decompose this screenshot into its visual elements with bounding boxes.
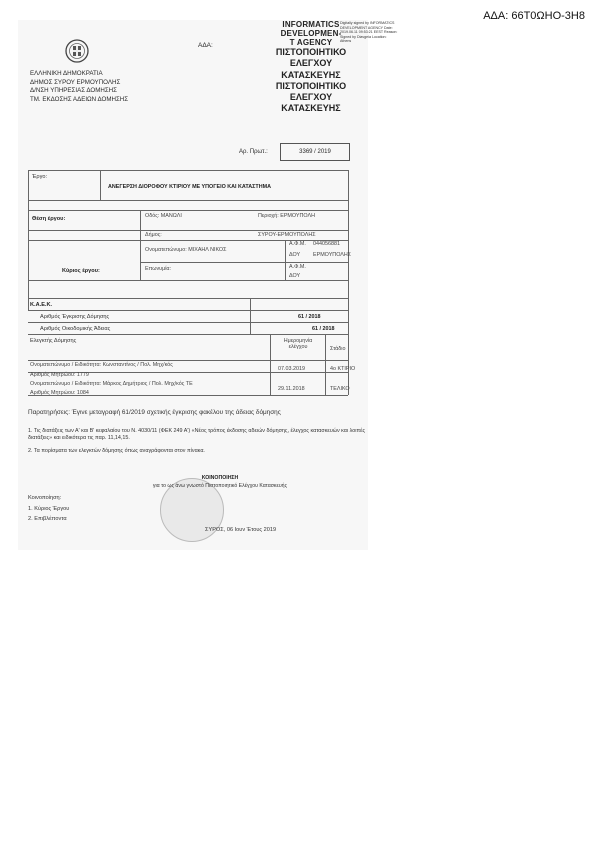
form-border: [270, 334, 271, 395]
signer-title: ΚΟΙΝΟΠΟΙΗΣΗ: [201, 475, 239, 481]
issuer-line: Δ/ΝΣΗ ΥΠΗΡΕΣΙΑΣ ΔΟΜΗΣΗΣ: [30, 87, 117, 95]
watermark-line: INFORMATICS: [282, 20, 340, 29]
protocol-label: Αρ. Πρωτ.:: [239, 149, 268, 155]
owner-label: Κύριος έργου:: [62, 268, 100, 274]
protocol-number: 3369 / 2019: [280, 143, 350, 161]
inspection-stage: ΤΕΛΙΚΟ: [330, 386, 350, 392]
inspection-stage: 4ο ΚΤΙΡΙΟ: [330, 366, 356, 372]
ada-code: ΑΔΑ: 66Τ0ΩΗΟ-3Η8: [483, 10, 585, 22]
greek-coat-of-arms-icon: [64, 38, 90, 64]
form-border: [348, 170, 349, 395]
note-2: 2. Τα πορίσματα των ελεγκτών δόμησης όπως αναγράφονται στον πίνακα.: [28, 448, 205, 454]
form-border: [250, 298, 251, 334]
form-border: [140, 240, 141, 280]
watermark-line: ΕΛΕΓΧΟΥ: [289, 92, 333, 103]
form-border: [28, 360, 348, 361]
distribution-item: 2. Επιβλέποντα: [28, 516, 67, 522]
owner-doy-label-2: ΔΟΥ: [289, 273, 301, 279]
signature-agency-text: Digitally signed by INFORMATICS DEVELOPMENT AGENCY Date: 2019.06.11 09:53:21 EEST Reason: Signed by Diavgeia Location: Athens: [340, 21, 398, 44]
form-border: [140, 262, 348, 263]
building-permit-number: 61 / 2018: [312, 326, 335, 332]
owner-name: Ονοματεπώνυμο: ΜΙΧΑΗΛ ΝΙΚΟΣ: [145, 247, 227, 253]
distribution-list: [28, 493, 69, 525]
form-border: [28, 210, 348, 211]
issuer-line: ΕΛΛΗΝΙΚΗ ΔΗΜΟΚΡΑΤΙΑ: [30, 70, 103, 77]
building-permit-label: Αριθμός Οικοδομικής Άδειας: [40, 326, 111, 332]
remarks: Παρατηρήσεις: Έγινε μεταγραφή 61/2019 σχετικής έγκρισης φακέλου της άδειας δόμησης: [28, 409, 281, 416]
inspection-date: 29.11.2018: [278, 386, 305, 392]
owner-company-label: Επωνυμία:: [145, 266, 172, 272]
watermark-line: ΚΑΤΑΣΚΕΥΗΣ: [281, 69, 341, 80]
permit-label: Αριθμός Έγκρισης Δόμησης: [40, 314, 110, 320]
inspector-registry: Αριθμός Μητρώου: 1779: [30, 372, 89, 378]
inspection-date: 07.03.2019: [278, 366, 305, 372]
location-address: Οδός: ΜΑΝΩΛΙ: [145, 213, 182, 219]
stage-header: Στάδιο: [330, 346, 346, 352]
issuer-line: ΤΜ. ΕΚΔΟΣΗΣ ΑΔΕΙΩΝ ΔΟΜΗΣΗΣ: [30, 95, 129, 103]
project-title: ΑΝΕΓΕΡΣΗ ΔΙΟΡΟΦΟΥ ΚΤΙΡΙΟΥ ΜΕ ΥΠΟΓΕΙΟ ΚΑΙ ΚΑΤΑΣΤΗΜΑ: [108, 184, 271, 190]
form-border: [28, 170, 348, 171]
ada-label: ΑΔΑ:: [198, 42, 213, 49]
form-border: [140, 210, 141, 240]
owner-afm: 044056881: [313, 241, 340, 247]
form-border: [28, 280, 348, 281]
signer-line: για το ως άνω γνωστό Πιστοποιητικό Ελέγχου Κατασκευής: [152, 482, 288, 489]
project-label: Έργο:: [32, 174, 48, 180]
form-border: [28, 322, 348, 323]
owner-doy: ΕΡΜΟΥΠΟΛΗΣ: [313, 252, 352, 258]
issuer-block: [30, 70, 128, 104]
inspector-name: Ονοματεπώνυμο / Ειδικότητα: Μάρκος Δημήτριος / Πολ. Μηχ/κός ΤΕ: [30, 381, 193, 387]
form-border: [28, 230, 348, 231]
location-region: Περιοχή: ΕΡΜΟΥΠΟΛΗ: [258, 213, 316, 219]
permit-number: 61 / 2018: [298, 314, 321, 320]
watermark-line: ΚΑΤΑΣΚΕΥΗΣ: [281, 103, 341, 114]
watermark-line: T AGENCY: [289, 38, 333, 47]
form-border: [28, 310, 348, 311]
kaek-label: Κ.Α.Ε.Κ.: [30, 302, 53, 308]
watermark-line: ΕΛΕΓΧΟΥ: [289, 58, 333, 69]
inspectors-label: Ελεγκτής Δόμησης: [30, 338, 77, 344]
inspector-registry: Αριθμός Μητρώου: 1084: [30, 390, 89, 396]
watermark-line: ΠΙΣΤΟΠΟΙΗΤΙΚΟ: [275, 47, 347, 57]
location-label: Θέση έργου:: [32, 216, 66, 222]
watermark-line: ΠΙΣΤΟΠΟΙΗΤΙΚΟ: [275, 80, 347, 91]
form-border: [28, 334, 348, 335]
location-municipality-label: Δήμος:: [145, 232, 162, 238]
distribution-label: Κοινοποίηση:: [28, 495, 62, 501]
issuer-line: ΔΗΜΟΣ ΣΥΡΟΥ ΕΡΜΟΥΠΟΛΗΣ: [30, 78, 121, 86]
signer-block: [120, 475, 320, 490]
form-border: [325, 334, 326, 395]
owner-afm-label: Α.Φ.Μ.: [289, 241, 306, 247]
owner-afm-label-2: Α.Φ.Μ.: [289, 264, 306, 270]
location-municipality: ΣΥΡΟΥ-ΕΡΜΟΥΠΟΛΗΣ: [258, 232, 316, 238]
inspection-date-header: Ημερομηνία ελέγχου: [283, 338, 313, 350]
note-1: 1. Τις διατάξεις των Α' και Β' κεφαλαίου του Ν. 4030/11 (ΦΕΚ 249 Α') «Νέος τρόπος έκδοσης αδειών δόμησης, έλεγχος κατασκευών και λοιπές διατάξεις» και ειδικότερα τις παρ. 11,14,15.: [28, 428, 366, 441]
inspector-name: Ονοματεπώνυμο / Ειδικότητα: Κωνσταντίνος / Πολ. Μηχ/κός: [30, 362, 173, 368]
form-border: [100, 170, 101, 200]
form-border: [28, 298, 348, 299]
form-border: [28, 200, 348, 201]
distribution-item: 1. Κύριος Έργου: [28, 505, 70, 512]
watermark-line: DEVELOPMEN-: [280, 29, 342, 38]
owner-doy-label: ΔΟΥ: [289, 252, 301, 258]
issue-date-place: ΣΥΡΟΣ, 06 Ιουν Έτους 2019: [205, 527, 277, 533]
form-border: [285, 240, 286, 280]
